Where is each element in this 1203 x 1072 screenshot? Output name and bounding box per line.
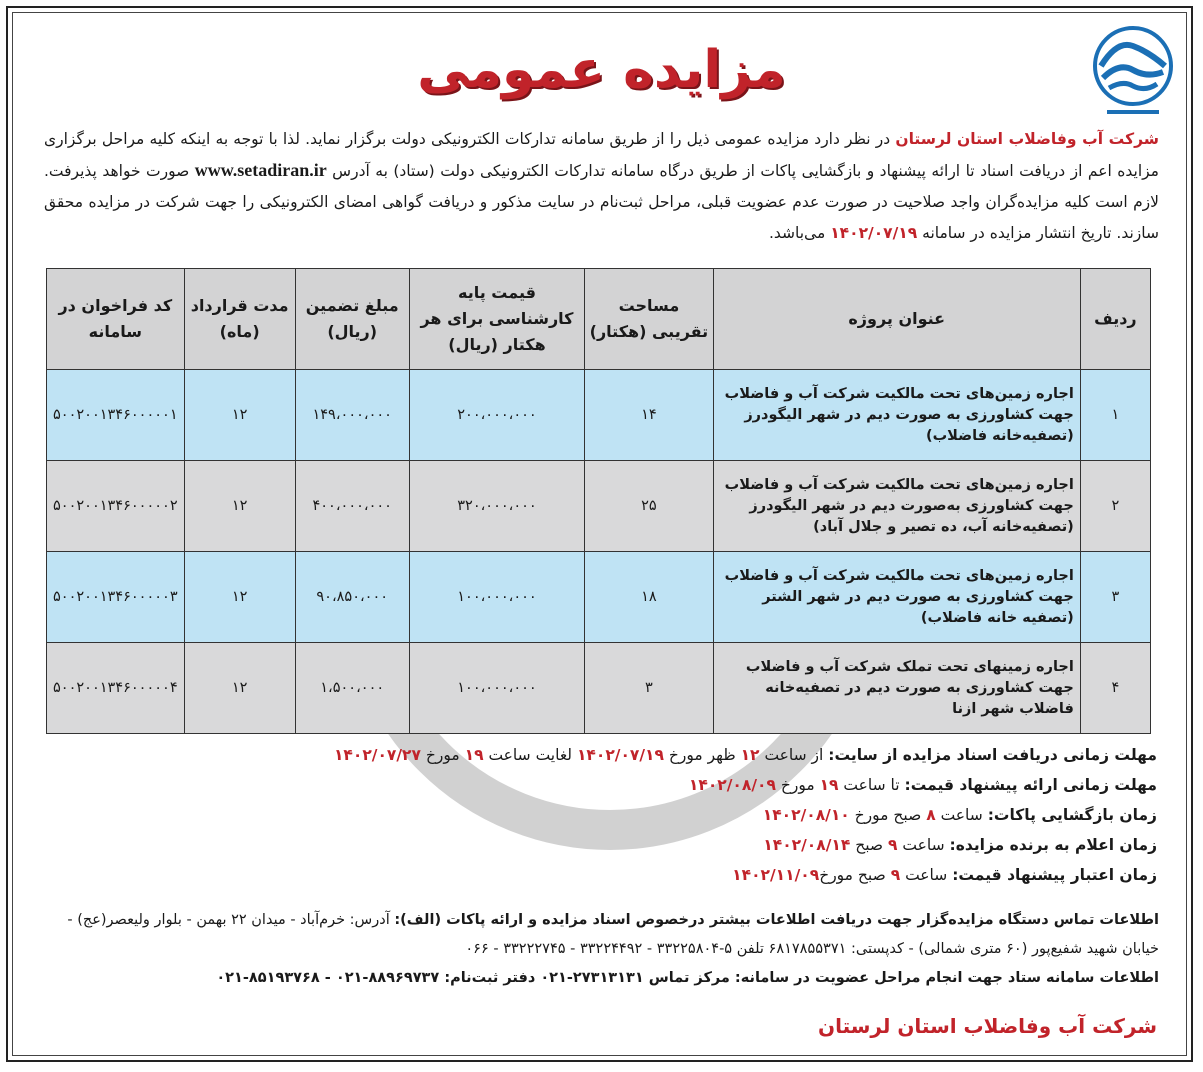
- col-header-area: مساحت تقریبی (هکتار): [585, 269, 713, 370]
- deadline-docs: [47, 740, 1157, 770]
- cell-price: ۲۰۰،۰۰۰،۰۰۰: [409, 370, 584, 461]
- cell-row: ۲: [1080, 461, 1150, 552]
- footer-org-name: شرکت آب وفاضلاب استان لرستان: [818, 1014, 1157, 1038]
- deadline-value: ۸: [926, 806, 936, 824]
- deadline-value: ۱۴۰۲/۰۷/۱۹: [576, 746, 664, 764]
- cell-code: ۵۰۰۲۰۰۱۳۴۶۰۰۰۰۰۲: [47, 461, 185, 552]
- contact-line-2: اطلاعات سامانه ستاد جهت انجام مراحل عضویت در سامانه: مرکز تماس ۲۷۳۱۳۱۳۱-۰۲۱ دفتر ثبت‌نام: ۸۸۹۶۹۷۳۷-۰۲۱ - ۸۵۱۹۳۷۶۸-۰۲۱: [216, 970, 1159, 986]
- cell-row: ۳: [1080, 552, 1150, 643]
- cell-code: ۵۰۰۲۰۰۱۳۴۶۰۰۰۰۰۴: [47, 643, 185, 734]
- intro-paragraph: [44, 124, 1159, 249]
- cell-duration: ۱۲: [184, 461, 295, 552]
- cell-bond: ۴۰۰،۰۰۰،۰۰۰: [295, 461, 409, 552]
- auction-table: [46, 268, 1151, 734]
- cell-price: ۱۰۰،۰۰۰،۰۰۰: [409, 643, 584, 734]
- cell-title: اجاره زمین‌های تحت مالکیت شرکت آب و فاضلاب جهت کشاورزی به‌صورت دیم در شهر الیگودرز (تصفیه‌خانه آب، ده تصیر و جلال آباد): [713, 461, 1080, 552]
- cell-duration: ۱۲: [184, 643, 295, 734]
- deadline-value: ۱۴۰۲/۰۸/۰۹: [688, 776, 776, 794]
- cell-bond: ۹۰،۸۵۰،۰۰۰: [295, 552, 409, 643]
- deadline-label: زمان بازگشایی پاکات:: [987, 806, 1157, 824]
- publish-date: ۱۴۰۲/۰۷/۱۹: [830, 224, 918, 242]
- cell-title: اجاره زمینهای تحت تملک شرکت آب و فاضلاب جهت کشاورزی به صورت دیم در تصفیه‌خانه فاضلاب شهر ازنا: [713, 643, 1080, 734]
- org-name: شرکت آب وفاضلاب استان لرستان: [895, 130, 1159, 148]
- deadline-value: ۱۲: [740, 746, 760, 764]
- contact-address: آدرس: خرم‌آباد - میدان ۲۲ بهمن - بلوار ولیعصر(عج) - خیابان شهید شفیع‌پور (۶۰ متری شمالی) - کدپستی: ۶۸۱۷۸۵۵۳۷۱ تلفن ۵-۳۳۲۲۵۸۰۴ - ۳۳۲۲۴۴۹۲ - ۳۳۲۲۲۷۴۵ - ۰۶۶: [67, 912, 1159, 957]
- contact-label: اطلاعات تماس دستگاه مزایده‌گزار جهت دریافت اطلاعات بیشتر درخصوص اسناد مزایده و ارائه پاکات (الف):: [394, 912, 1159, 928]
- col-header-duration: مدت قرارداد (ماه): [184, 269, 295, 370]
- deadline-value: ۱۴۰۲/۰۸/۱۴: [763, 836, 851, 854]
- deadline-value: ۹: [890, 866, 901, 884]
- cell-row: ۱: [1080, 370, 1150, 461]
- col-header-price: قیمت پایه کارشناسی برای هر هکتار (ریال): [409, 269, 584, 370]
- deadline-text: ساعت: [935, 806, 988, 824]
- deadline-winner: [47, 830, 1157, 860]
- deadline-text: تا ساعت: [838, 776, 905, 794]
- deadline-text: لغایت ساعت: [483, 746, 577, 764]
- deadline-value: ۹: [888, 836, 898, 854]
- cell-price: ۱۰۰،۰۰۰،۰۰۰: [409, 552, 584, 643]
- deadline-opening: [47, 800, 1157, 830]
- intro-text-2: صورت خواهد پذیرفت. لازم است کلیه مزایده‌گران واجد صلاحیت در صورت عدم عضویت قبلی، مراحل ثبت‌نام در سایت مذکور و دریافت گواهی امضای الکترونیکی را جهت شرکت در مزایده محقق سازند. تاریخ انتشار مزایده در سامانه: [44, 162, 1159, 242]
- deadline-text: ظهر مورخ: [663, 746, 741, 764]
- table-row: [47, 461, 1151, 552]
- cell-area: ۳: [585, 643, 713, 734]
- deadline-label: زمان اعلام به برنده مزایده:: [949, 836, 1157, 854]
- cell-row: ۴: [1080, 643, 1150, 734]
- intro-text-1: در نظر دارد مزایده عمومی ذیل را از طریق سامانه تدارکات الکترونیکی دولت برگزار نماید. لذا با توجه به اینکه کلیه مراحل برگزاری مزایده اعم از دریافت اسناد تا ارائه پیشنهاد و بازگشایی پاکات از طریق درگاه سامانه تدارکات الکترونیکی دولت (ستاد) به آدرس: [44, 130, 1159, 180]
- deadline-text: مورخ: [775, 776, 820, 794]
- deadline-value: ۱۹: [819, 776, 839, 794]
- cell-duration: ۱۲: [184, 552, 295, 643]
- deadlines-section: [47, 740, 1157, 890]
- deadline-value: ۱۴۰۲/۱۱/۰۹: [732, 866, 820, 884]
- cell-price: ۳۲۰،۰۰۰،۰۰۰: [409, 461, 584, 552]
- cell-bond: ۱۴۹،۰۰۰،۰۰۰: [295, 370, 409, 461]
- deadline-value: ۱۴۰۲/۰۷/۲۷: [333, 746, 421, 764]
- deadline-validity: [47, 860, 1157, 890]
- cell-title: اجاره زمین‌های تحت مالکیت شرکت آب و فاضلاب جهت کشاورزی به صورت دیم در شهر الیگودرز (تصفیه‌خانه فاضلاب): [713, 370, 1080, 461]
- deadline-text: ساعت: [900, 866, 953, 884]
- deadline-text: از ساعت: [759, 746, 829, 764]
- cell-bond: ۱،۵۰۰،۰۰۰: [295, 643, 409, 734]
- cell-title: اجاره زمین‌های تحت مالکیت شرکت آب و فاضلاب جهت کشاورزی به صورت دیم در شهر الشتر (تصفیه خانه فاضلاب): [713, 552, 1080, 643]
- contact-section: [44, 906, 1159, 993]
- deadline-label: مهلت زمانی دریافت اسناد مزایده از سایت:: [828, 746, 1157, 764]
- page-title: مزایده عمومی: [417, 40, 786, 100]
- table-row: [47, 552, 1151, 643]
- deadline-text: صبح: [850, 836, 889, 854]
- cell-area: ۲۵: [585, 461, 713, 552]
- table-row: [47, 643, 1151, 734]
- col-header-row: ردیف: [1080, 269, 1150, 370]
- deadline-text: صبح مورخ: [819, 866, 891, 884]
- table-row: [47, 370, 1151, 461]
- col-header-title: عنوان پروژه: [713, 269, 1080, 370]
- deadline-value: ۱۹: [464, 746, 484, 764]
- website-link[interactable]: www.setadiran.ir: [194, 160, 327, 180]
- cell-area: ۱۴: [585, 370, 713, 461]
- contact-line-1: [44, 906, 1159, 964]
- deadline-text: ساعت: [897, 836, 950, 854]
- deadline-label: مهلت زمانی ارائه پیشنهاد قیمت:: [904, 776, 1157, 794]
- cell-code: ۵۰۰۲۰۰۱۳۴۶۰۰۰۰۰۱: [47, 370, 185, 461]
- cell-area: ۱۸: [585, 552, 713, 643]
- deadline-text: صبح مورخ: [849, 806, 927, 824]
- deadline-offer: [47, 770, 1157, 800]
- deadline-label: زمان اعتبار پیشنهاد قیمت:: [952, 866, 1157, 884]
- cell-code: ۵۰۰۲۰۰۱۳۴۶۰۰۰۰۰۳: [47, 552, 185, 643]
- deadline-value: ۱۴۰۲/۰۸/۱۰: [762, 806, 850, 824]
- deadline-text: مورخ: [420, 746, 465, 764]
- intro-text-3: می‌باشد.: [768, 224, 831, 242]
- table-header-row: [47, 269, 1151, 370]
- col-header-bond: مبلغ تضمین (ریال): [295, 269, 409, 370]
- cell-duration: ۱۲: [184, 370, 295, 461]
- col-header-code: کد فراخوان در سامانه: [47, 269, 185, 370]
